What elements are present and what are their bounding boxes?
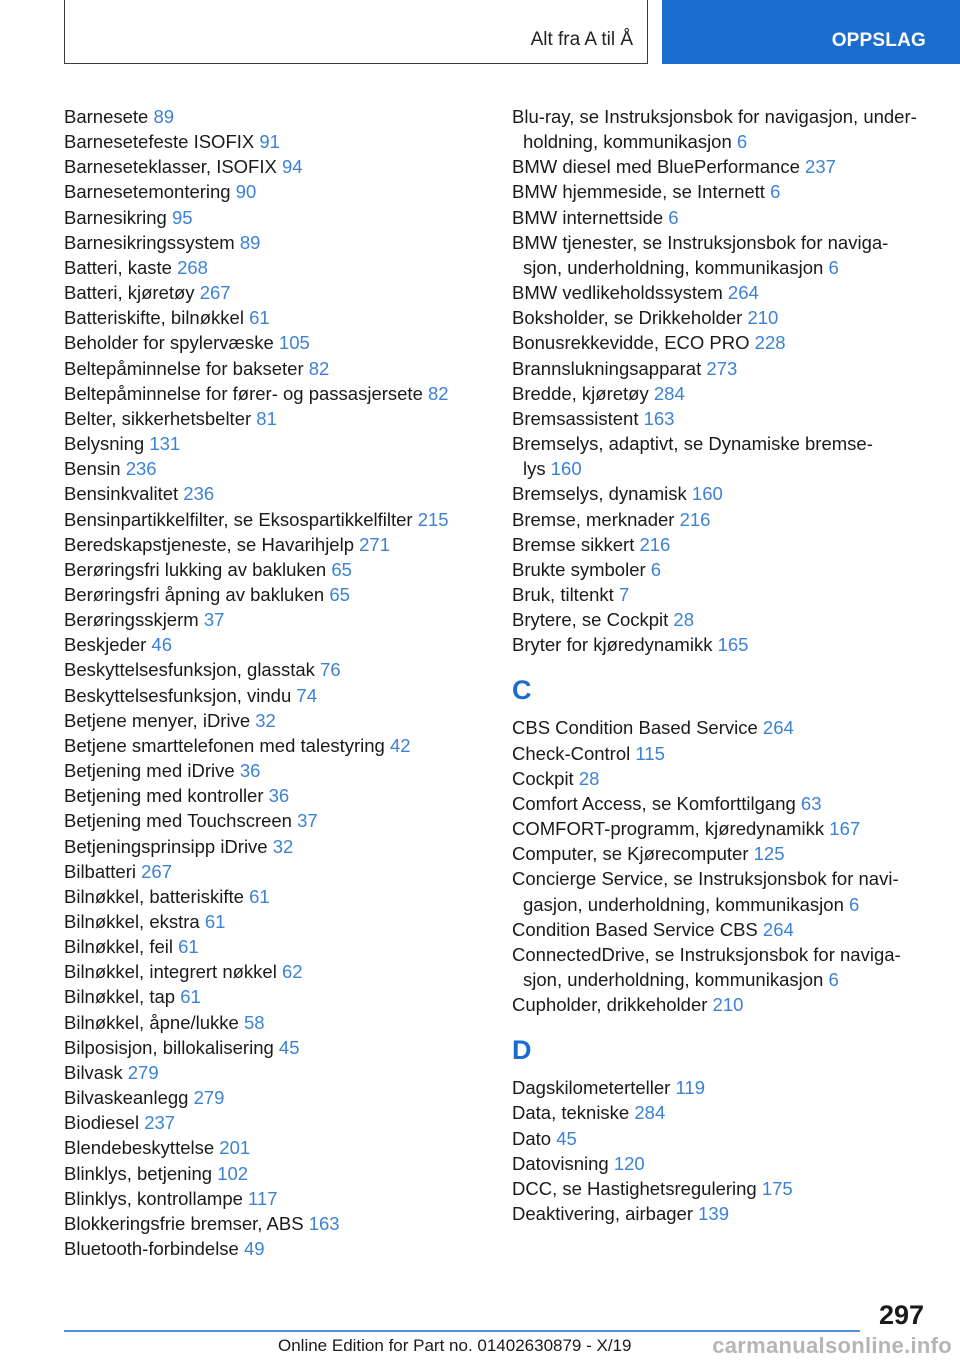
page-reference-link[interactable]: 236 [183,483,215,505]
index-entry [64,632,484,657]
index-entry-text: Belter, sikkerhetsbelter [64,407,252,429]
index-entry [64,356,484,381]
page-reference-link[interactable]: 61 [180,986,201,1008]
index-entry-text: Beltepåminnelse for bakseter [64,357,304,379]
page-reference-link[interactable]: 236 [125,458,157,480]
index-entry-text: CBS Condition Based Service [512,717,758,739]
page-reference-link[interactable]: 94 [281,156,303,178]
page-reference-link[interactable]: 76 [320,659,341,681]
index-entry [512,154,932,179]
page-reference-link[interactable]: 237 [144,1112,176,1134]
index-entry [512,582,932,607]
index-entry [64,1035,484,1060]
index-entry-text: Bensinpartikkelfilter, se Eksospartikkelfilter [64,508,413,530]
index-entry [64,657,484,682]
index-entry [64,406,484,431]
index-entry-text: Barnesete [64,106,149,127]
page-reference-link[interactable]: 167 [829,818,861,840]
index-entry-text: Berøringsfri åpning av bakluken [64,583,325,605]
index-entry-text: Beltepåminnelse for fører- og passasjersete [64,382,423,404]
page-reference-link[interactable]: 102 [217,1162,249,1184]
page-reference-link[interactable]: 264 [727,282,759,304]
index-entry-text: Bruk, tiltenkt [512,583,614,605]
index-entry-text: Betjene menyer, iDrive [64,709,251,731]
index-entry [64,1010,484,1035]
page-reference-link[interactable]: 210 [747,307,779,329]
page-reference-link[interactable]: 165 [717,634,749,656]
page-reference-link[interactable]: 117 [248,1187,278,1209]
page-reference-link[interactable]: 201 [219,1137,251,1159]
index-entry-text: Batteri, kjøretøy [64,282,195,304]
index-entry [64,230,484,255]
index-entry [512,1100,932,1125]
page-reference-link[interactable]: 216 [679,508,711,530]
page-reference-link[interactable]: 82 [308,357,330,379]
index-entry-text: Comfort Access, se Komforttilgang [512,792,796,814]
page-reference-link[interactable]: 36 [268,785,290,807]
index-entry-text: Blokkeringsfrie bremser, ABS [64,1212,304,1234]
index-entry [512,866,932,916]
page-reference-link[interactable]: 139 [698,1203,729,1225]
index-entry [64,1211,484,1236]
index-entry [64,683,484,708]
page-reference-link[interactable]: 61 [249,885,270,907]
index-entry [64,1135,484,1160]
index-entry-text: Barnesikringssystem [64,231,235,253]
index-group-c [512,715,932,1017]
index-entry [512,406,932,431]
index-entry-text: Concierge Service, se Instruksjonsbok for navi- [512,868,899,890]
index-entry-text: Belysning [64,433,145,455]
page-reference-link[interactable]: 32 [272,835,294,857]
index-entry [64,280,484,305]
index-entry [512,381,932,406]
index-entry [64,834,484,859]
index-entry-text: Dagskilometerteller [512,1077,671,1099]
index-entry-text: COMFORT-programm, kjøredynamikk [512,818,825,840]
index-entry-text: Brannslukningsapparat [512,357,702,379]
index-entry-text: Beskyttelsesfunksjon, glasstak [64,659,315,681]
page-reference-link[interactable]: 120 [613,1152,645,1174]
page-reference-link[interactable]: 271 [359,533,391,555]
index-entry-text: Blu-ray, se Instruksjonsbok for navigasjon, under- [512,106,917,127]
page-reference-link[interactable]: 125 [753,843,785,865]
index-entry [512,481,932,506]
index-entry-text: Beskyttelsesfunksjon, vindu [64,684,292,706]
index-entry [512,1176,932,1201]
page-reference-link[interactable]: 32 [255,709,276,731]
page-reference-link[interactable]: 49 [243,1238,265,1260]
index-entry [64,330,484,355]
index-entry-text: Barnesetefeste ISOFIX [64,131,255,153]
index-entry [64,733,484,758]
page-reference-link[interactable]: 95 [171,206,193,228]
index-entry [512,205,932,230]
index-entry [64,934,484,959]
page-reference-link[interactable]: 28 [673,609,694,631]
page-reference-link[interactable]: 6 [736,131,748,153]
index-column-left [64,104,484,1261]
index-entry [512,992,932,1017]
page-reference-link[interactable]: 6 [650,558,662,580]
index-entry-text: Bilbatteri [64,860,136,882]
index-entry-text: Bremsassistent [512,407,639,429]
page-reference-link[interactable]: 6 [770,181,781,203]
index-entry-text: lys [523,458,546,480]
page-reference-link[interactable]: 267 [141,860,172,882]
index-entry-text: Boksholder, se Drikkeholder [512,307,743,329]
page-number: 297 [878,1300,924,1330]
page-reference-link[interactable]: 63 [800,792,822,814]
index-entry-text: Blinklys, betjening [64,1162,213,1184]
page-reference-link[interactable]: 58 [243,1011,265,1033]
footer-divider [64,1330,860,1332]
index-entry [512,607,932,632]
index-entry-text: Check-Control [512,742,631,764]
page-reference-link[interactable]: 279 [193,1087,225,1109]
index-entry-text: ConnectedDrive, se Instruksjonsbok for naviga- [512,943,901,965]
index-entry [64,481,484,506]
page-reference-link[interactable]: 160 [691,483,723,505]
index-entry-text: Data, tekniske [512,1102,630,1124]
index-entry-text: Computer, se Kjørecomputer [512,843,749,865]
page-reference-link[interactable]: 6 [828,256,839,278]
index-entry [64,431,484,456]
index-entry-text: Barnesetemontering [64,181,231,203]
index-entry-text: Beskjeder [64,634,147,656]
page-reference-link[interactable]: 279 [127,1061,159,1083]
section-title: Alt fra A til Å [530,29,633,50]
page-reference-link[interactable]: 46 [151,634,172,656]
index-entry [64,758,484,783]
index-entry-text: Bryter for kjøredynamikk [512,634,713,656]
index-entry [512,280,932,305]
index-entry-text: Bilnøkkel, batteriskifte [64,885,244,907]
index-entry [64,884,484,909]
index-entry-text: Condition Based Service CBS [512,918,758,940]
index-entry [512,791,932,816]
page-reference-link[interactable]: 273 [706,357,738,379]
index-entry-text: BMW hjemmeside, se Internett [512,181,765,203]
page-reference-link[interactable]: 6 [668,206,679,228]
index-column-right [512,104,932,1226]
index-entry [64,582,484,607]
footer-edition-text: Online Edition for Part no. 01402630879 - X/19 [278,1336,632,1355]
index-entry [512,841,932,866]
index-entry-text: Berøringsfri lukking av bakluken [64,558,327,580]
page-reference-link[interactable]: 61 [249,307,270,329]
index-group-d [512,1075,932,1226]
index-entry-text: Bilvaskeanlegg [64,1087,189,1109]
index-entry-text: BMW vedlikeholdssystem [512,282,723,304]
index-entry [64,1085,484,1110]
page-reference-link[interactable]: 115 [635,742,665,764]
page-reference-link[interactable]: 228 [754,332,786,354]
page-reference-link[interactable]: 7 [618,583,630,605]
index-entry [64,1236,484,1261]
header-title-box [64,0,648,64]
page-reference-link[interactable]: 62 [281,961,303,983]
index-entry [512,1075,932,1100]
index-entry [64,909,484,934]
index-entry-text: Betjening med kontroller [64,785,264,807]
index-entry [64,305,484,330]
index-entry-text: Batteri, kaste [64,256,172,278]
index-entry-text: sjon, underholdning, kommunikasjon [523,256,824,278]
page-reference-link[interactable]: 37 [297,810,318,832]
page-reference-link[interactable]: 65 [331,558,352,580]
index-entry-text: Bremselys, dynamisk [512,483,687,505]
index-entry [512,230,932,280]
index-entry-text: Bilnøkkel, feil [64,936,173,958]
index-entry [64,179,484,204]
page-reference-link[interactable]: 45 [278,1036,300,1058]
page-reference-link[interactable]: 89 [239,231,261,253]
index-entry-text: holdning, kommunikasjon [523,131,732,153]
page-reference-link[interactable]: 163 [643,407,675,429]
page-reference-link[interactable]: 81 [256,407,277,429]
page-reference-link[interactable]: 37 [203,609,225,631]
page-reference-link[interactable]: 264 [762,717,794,739]
index-entry [64,255,484,280]
index-entry-text: Bilnøkkel, ekstra [64,911,200,932]
index-entry [64,381,484,406]
index-entry [512,557,932,582]
index-entry [512,507,932,532]
index-entry [64,129,484,154]
index-entry [512,1151,932,1176]
index-entry-text: Bremselys, adaptivt, se Dynamiske bremse- [512,433,873,455]
index-entry [512,179,932,204]
index-entry [512,917,932,942]
index-entry-text: Bilposisjon, billokalisering [64,1036,274,1058]
page-reference-link[interactable]: 28 [578,767,600,789]
page-reference-link[interactable]: 6 [849,893,860,915]
index-entry-text: Deaktivering, airbager [512,1203,693,1225]
index-entry-text: Brukte symboler [512,558,646,580]
index-entry-text: Cupholder, drikkeholder [512,994,708,1016]
index-entry [64,1110,484,1135]
page-reference-link[interactable]: 36 [239,760,261,782]
index-entry-text: Barneseteklasser, ISOFIX [64,156,277,178]
index-entry-text: Betjening med Touchscreen [64,810,292,832]
index-entry-text: Brytere, se Cockpit [512,609,669,631]
index-group-b-continued [512,104,932,657]
index-entry-text: Betjening med iDrive [64,760,235,782]
index-entry [64,1161,484,1186]
index-entry [64,104,484,129]
index-entry [64,557,484,582]
index-entry [512,816,932,841]
index-entry [64,1186,484,1211]
index-entry [64,154,484,179]
index-entry [512,104,932,154]
index-entry [512,431,932,481]
index-entry [512,942,932,992]
index-entry-text: Bilnøkkel, åpne/lukke [64,1011,239,1033]
index-entry [512,1126,932,1151]
index-entry [64,507,484,532]
index-entry [64,532,484,557]
index-entry-text: Datovisning [512,1152,609,1174]
page-reference-link[interactable]: 216 [639,533,671,555]
page-reference-link[interactable]: 61 [178,936,199,958]
page-reference-link[interactable]: 264 [762,918,794,940]
index-entry-text: Bluetooth-forbindelse [64,1238,239,1260]
page-reference-link[interactable]: 90 [235,181,257,203]
index-entry [64,808,484,833]
index-entry [64,959,484,984]
page-reference-link[interactable]: 6 [828,969,839,990]
index-entry-text: Batteriskifte, bilnøkkel [64,307,244,329]
index-entry [512,532,932,557]
index-entry [512,356,932,381]
index-entry-text: DCC, se Hastighetsregulering [512,1177,757,1199]
page-reference-link[interactable]: 268 [177,256,208,278]
page-reference-link[interactable]: 267 [199,282,231,304]
index-entry-text: Bensinkvalitet [64,483,179,505]
index-entry [64,607,484,632]
index-entry [64,783,484,808]
index-letter-d: D [512,1035,532,1066]
index-entry-text: Betjeningsprinsipp iDrive [64,835,268,857]
index-letter-c: C [512,675,532,706]
page-reference-link[interactable]: 237 [805,156,836,178]
page-reference-link[interactable]: 175 [761,1177,793,1199]
index-entry [512,766,932,791]
index-entry-text: gasjon, underholdning, kommunikasjon [523,893,844,915]
page-reference-link[interactable]: 89 [153,106,175,127]
watermark-logo: carmanualsonline.info [712,1333,952,1358]
index-entry [512,330,932,355]
page-reference-link[interactable]: 215 [417,508,449,530]
index-entry-text: Bensin [64,458,121,480]
index-entry [64,456,484,481]
index-entry-text: Betjene smarttelefonen med talestyring [64,734,385,756]
index-entry [64,859,484,884]
index-entry-text: Bilnøkkel, integrert nøkkel [64,961,277,983]
page-reference-link[interactable]: 91 [259,131,280,153]
index-entry-text: Blendebeskyttelse [64,1137,215,1159]
index-entry [512,632,932,657]
index-entry [512,1201,932,1226]
index-entry [64,1060,484,1085]
page-reference-link[interactable]: 131 [149,433,181,455]
page-reference-link[interactable]: 74 [296,684,317,706]
page-reference-link[interactable]: 210 [712,994,744,1016]
index-entry-text: Cockpit [512,767,574,789]
page-reference-link[interactable]: 163 [308,1212,340,1234]
index-entry-text: Berøringsskjerm [64,609,199,631]
index-entry-text: sjon, underholdning, kommunikasjon [523,969,824,990]
index-entry-text: Dato [512,1127,552,1149]
index-entry [512,715,932,740]
index-entry-text: Biodiesel [64,1112,140,1134]
page-reference-link[interactable]: 61 [204,911,226,932]
index-entry [512,741,932,766]
index-entry-text: Bilnøkkel, tap [64,986,176,1008]
section-tab-label: OPPSLAG [831,30,926,51]
index-entry-text: Bredde, kjøretøy [512,382,649,404]
index-entry-text: BMW diesel med BluePerformance [512,156,800,178]
index-entry-text: BMW internettside [512,206,664,228]
page-reference-link[interactable]: 160 [550,458,582,480]
page-reference-link[interactable]: 65 [329,583,350,605]
index-entry-text: Beholder for spylervæske [64,332,274,354]
index-entry-text: Beredskapstjeneste, se Havarihjelp [64,533,354,555]
section-tab[interactable] [662,0,960,64]
page-reference-link[interactable]: 42 [389,734,411,756]
index-entry [512,305,932,330]
index-entry [64,984,484,1009]
index-entry-text: Barnesikring [64,206,167,228]
page-reference-link[interactable]: 45 [556,1127,577,1149]
index-entry-text: BMW tjenester, se Instruksjonsbok for naviga- [512,231,889,253]
page-reference-link[interactable]: 284 [634,1102,666,1124]
index-entry-text: Bonusrekkevidde, ECO PRO [512,332,750,354]
index-entry-text: Blinklys, kontrollampe [64,1187,243,1209]
page-reference-link[interactable]: 284 [653,382,685,404]
page-reference-link[interactable]: 119 [675,1077,705,1099]
index-entry [64,205,484,230]
index-entry-text: Bremse sikkert [512,533,635,555]
index-entry-text: Bremse, merknader [512,508,675,530]
index-entry-text: Bilvask [64,1061,123,1083]
index-entry [64,708,484,733]
page-reference-link[interactable]: 82 [428,382,449,404]
page-reference-link[interactable]: 105 [278,332,310,354]
